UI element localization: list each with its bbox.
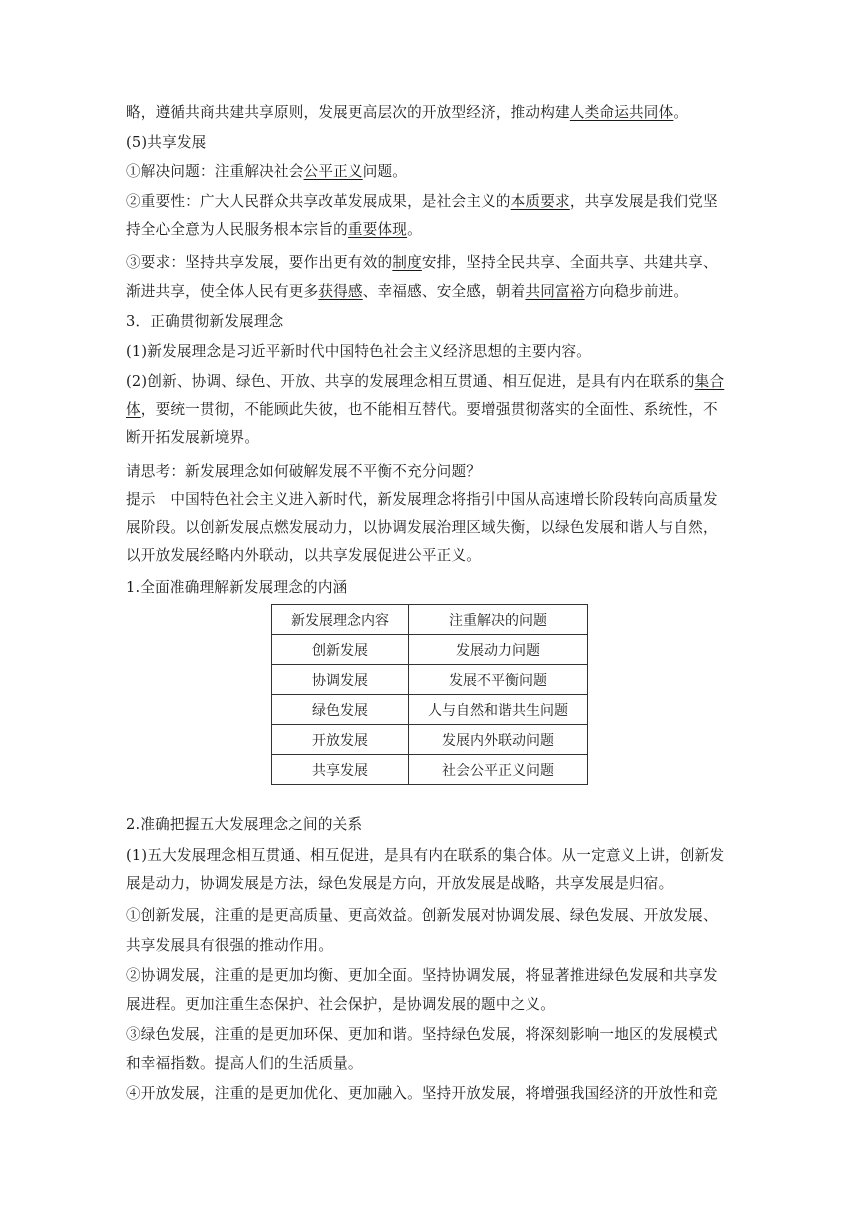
section-heading: (5)共享发展	[126, 134, 207, 151]
table-header-cell: 新发展理念内容	[272, 605, 409, 635]
text-span: (2)创新、协调、绿色、开放、共享的发展理念相互贯通、相互促进，是具有内在联系的	[126, 373, 695, 390]
text-line	[126, 253, 736, 273]
underlined-term: 本质要求	[510, 193, 570, 210]
concept-table	[271, 604, 588, 785]
text-line	[126, 192, 736, 212]
text-line: 展是动力，协调发展是方法，绿色发展是方向，开放发展是战略，共享发展是归宿。	[126, 875, 674, 892]
table-cell: 发展动力问题	[409, 635, 588, 665]
text-line	[126, 372, 736, 392]
underlined-term: 获得感	[318, 283, 363, 300]
text-span: ，共享发展是我们党坚	[569, 193, 718, 210]
table-cell: 社会公平正义问题	[409, 755, 588, 785]
underlined-term: 体	[126, 401, 141, 418]
text-line	[126, 103, 736, 123]
text-line	[126, 282, 736, 302]
text-span: 方向稳步前进。	[584, 283, 689, 300]
section-heading: 1.全面准确理解新发展理念的内涵	[126, 579, 348, 596]
underlined-term: 共同富裕	[525, 283, 585, 300]
table-header-cell: 注重解决的问题	[409, 605, 588, 635]
text-line	[126, 400, 736, 420]
text-line: 共享发展具有很强的推动作用。	[126, 937, 334, 954]
underlined-term: 制度	[392, 254, 422, 271]
section-heading: 2.准确把握五大发展理念之间的关系	[126, 816, 363, 833]
table-row	[272, 695, 588, 725]
text-line	[126, 220, 736, 240]
underlined-term: 重要体现	[347, 221, 408, 238]
table-row	[272, 635, 588, 665]
text-line: 以开放发展经略内外联动，以共享发展促进公平正义。	[126, 547, 482, 564]
table-cell: 开放发展	[272, 725, 409, 755]
table-row	[272, 725, 588, 755]
text-line: ②协调发展，注重的是更加均衡、更加全面。坚持协调发展，将显著推进绿色发展和共享发	[126, 967, 718, 984]
text-span: ③要求：坚持共享发展，要作出更有效的	[126, 254, 393, 271]
text-span: 。	[407, 221, 422, 238]
text-line: 断开拓发展新境界。	[126, 429, 260, 446]
text-line: 提示 中国特色社会主义进入新时代，新发展理念将指引中国从高速增长阶段转向高质量发	[126, 491, 718, 508]
table-cell: 协调发展	[272, 665, 409, 695]
table-cell: 人与自然和谐共生问题	[409, 695, 588, 725]
text-span: 。	[673, 104, 689, 121]
text-line: ①创新发展，注重的是更高质量、更高效益。创新发展对协调发展、绿色发展、开放发展、	[126, 907, 718, 924]
underlined-term: 公平正义	[303, 163, 363, 180]
text-line: 展进程。更加注重生态保护、社会保护，是协调发展的题中之义。	[126, 996, 556, 1013]
underlined-term: 集合	[694, 373, 725, 390]
table-cell: 绿色发展	[272, 695, 409, 725]
table-row	[272, 665, 588, 695]
table-row	[272, 755, 588, 785]
text-line: (1)新发展理念是习近平新时代中国特色社会主义经济思想的主要内容。	[126, 343, 592, 360]
text-span: 问题。	[362, 163, 408, 180]
table-cell: 发展内外联动问题	[409, 725, 588, 755]
underlined-term: 人类命运共同体	[569, 104, 674, 121]
text-line: ③绿色发展，注重的是更加环保、更加和谐。坚持绿色发展，将深刻影响一地区的发展模式	[126, 1026, 718, 1043]
text-line: 展阶段。以创新发展点燃发展动力，以协调发展治理区域失衡，以绿色发展和谐人与自然，	[126, 519, 718, 536]
section-heading: 3．正确贯彻新发展理念	[126, 313, 284, 330]
table-cell: 创新发展	[272, 635, 409, 665]
text-line: 和幸福指数。提高人们的生活质量。	[126, 1055, 363, 1072]
text-span: 渐进共享，使全体人民有更多	[126, 283, 319, 300]
text-line: ④开放发展，注重的是更加优化、更加融入。坚持开放发展，将增强我国经济的开放性和竞	[126, 1085, 718, 1102]
text-line	[126, 162, 736, 182]
table-header-row	[272, 605, 588, 635]
text-line: (1)五大发展理念相互贯通、相互促进，是具有内在联系的集合体。从一定意义上讲，创新发	[126, 847, 725, 864]
text-span: ①解决问题：注重解决社会	[126, 163, 304, 180]
text-span: 持全心全意为人民服务根本宗旨的	[126, 221, 348, 238]
text-span: 、幸福感、安全感，朝着	[362, 283, 526, 300]
question-line: 请思考：新发展理念如何破解发展不平衡不充分问题？	[126, 463, 482, 480]
text-span: 略，遵循共商共建共享原则，发展更高层次的开放型经济，推动构建	[126, 104, 570, 121]
text-span: ，要统一贯彻，不能顾此失彼，也不能相互替代。要增强贯彻落实的全面性、系统性，不	[140, 401, 718, 418]
text-span: 安排，坚持全民共享、全面共享、共建共享、	[421, 254, 718, 271]
table-cell: 发展不平衡问题	[409, 665, 588, 695]
table-cell: 共享发展	[272, 755, 409, 785]
text-span: ②重要性：广大人民群众共享改革发展成果，是社会主义的	[126, 193, 511, 210]
